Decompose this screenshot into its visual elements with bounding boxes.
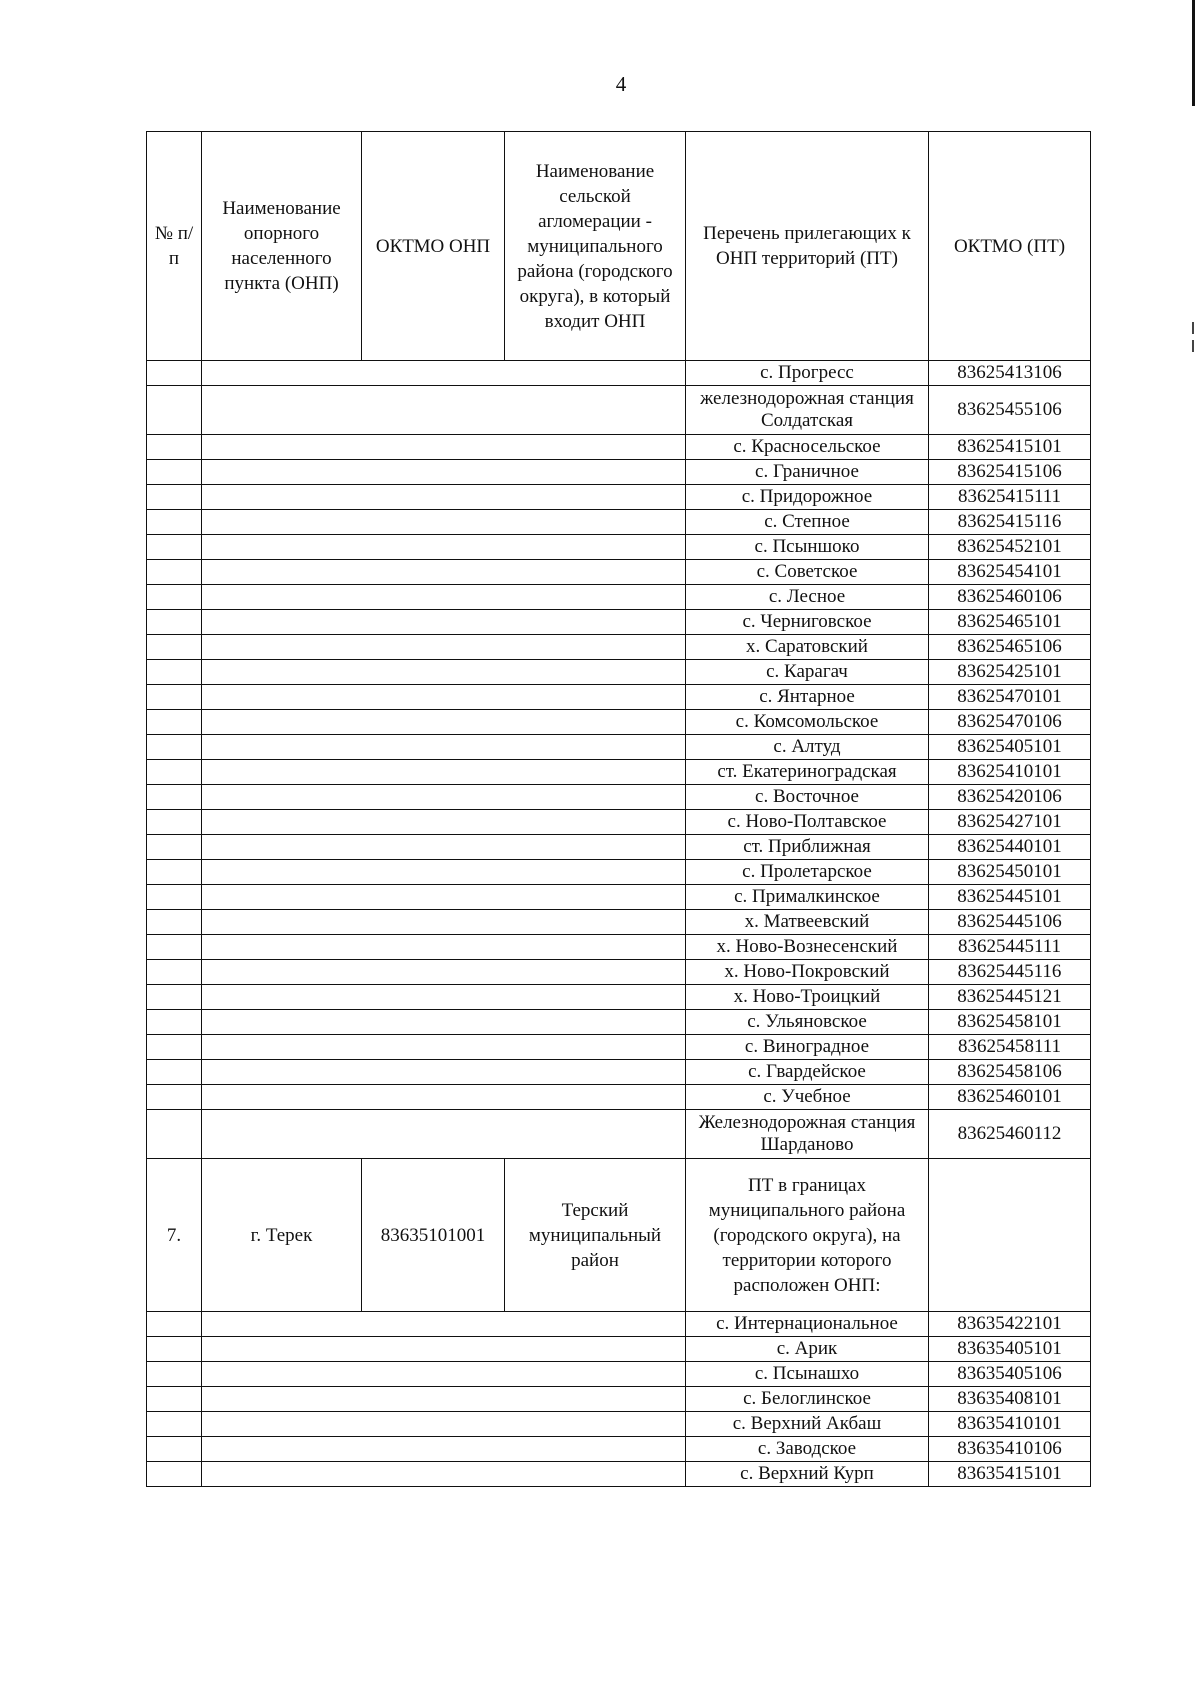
pt-name: с. Верхний Курп (686, 1462, 929, 1487)
pt-name: х. Саратовский (686, 635, 929, 660)
table-row (147, 1085, 1091, 1110)
onp-agglomeration: Терский муниципальный район (505, 1159, 686, 1312)
table-row (147, 1060, 1091, 1085)
table-row (147, 810, 1091, 835)
table-row (147, 685, 1091, 710)
pt-code: 83625458101 (929, 1010, 1091, 1035)
pt-code: 83625415106 (929, 460, 1091, 485)
pt-code: 83625458111 (929, 1035, 1091, 1060)
pt-code: 83625460106 (929, 585, 1091, 610)
pt-code: 83625452101 (929, 535, 1091, 560)
table-row (147, 460, 1091, 485)
pt-name: с. Восточное (686, 785, 929, 810)
pt-name: с. Лесное (686, 585, 929, 610)
table-row (147, 386, 1091, 435)
pt-code: 83635410101 (929, 1412, 1091, 1437)
pt-name: с. Придорожное (686, 485, 929, 510)
header-onp-oktmo: ОКТМО ОНП (362, 132, 505, 361)
pt-code: 83635415101 (929, 1462, 1091, 1487)
pt-name: с. Ново-Полтавское (686, 810, 929, 835)
pt-name: с. Заводское (686, 1437, 929, 1462)
pt-code: 83625410101 (929, 760, 1091, 785)
table-row (147, 910, 1091, 935)
pt-name: с. Гвардейское (686, 1060, 929, 1085)
pt-name: с. Прималкинское (686, 885, 929, 910)
pt-code: 83635405101 (929, 1337, 1091, 1362)
page-number: 4 (615, 72, 627, 96)
pt-name: с. Советское (686, 560, 929, 585)
pt-name: Железнодорожная станция Шарданово (686, 1110, 929, 1159)
onp-num: 7. (147, 1159, 202, 1312)
pt-section-code (929, 1159, 1091, 1312)
pt-name: с. Степное (686, 510, 929, 535)
scan-dot-mark (1192, 340, 1194, 352)
pt-name: с. Карагач (686, 660, 929, 685)
pt-name: х. Ново-Вознесенский (686, 935, 929, 960)
pt-name: железнодорожная станция Солдатская (686, 386, 929, 435)
pt-code: 83625450101 (929, 860, 1091, 885)
table-row (147, 985, 1091, 1010)
header-pt-list: Перечень прилегающих к ОНП территорий (ПТ) (686, 132, 929, 361)
territories-table (146, 131, 1091, 1487)
table-row (147, 560, 1091, 585)
table-row (147, 510, 1091, 535)
pt-name: с. Белоглинское (686, 1387, 929, 1412)
table-row (147, 1337, 1091, 1362)
table-row (147, 485, 1091, 510)
table-row (147, 1110, 1091, 1159)
pt-name: с. Алтуд (686, 735, 929, 760)
pt-code: 83625470101 (929, 685, 1091, 710)
onp-name: г. Терек (202, 1159, 362, 1312)
pt-name: с. Пролетарское (686, 860, 929, 885)
pt-code: 83635410106 (929, 1437, 1091, 1462)
table-row (147, 435, 1091, 460)
pt-code: 83635408101 (929, 1387, 1091, 1412)
pt-name: с. Псыншоко (686, 535, 929, 560)
table-row (147, 960, 1091, 985)
pt-name: с. Граничное (686, 460, 929, 485)
table-row (147, 710, 1091, 735)
header-pt-oktmo: ОКТМО (ПТ) (929, 132, 1091, 361)
pt-code: 83625405101 (929, 735, 1091, 760)
header-onp-name: Наименование опорного населенного пункта (ОНП) (202, 132, 362, 361)
pt-code: 83635422101 (929, 1312, 1091, 1337)
pt-name: ст. Екатериноградская (686, 760, 929, 785)
pt-name: с. Верхний Акбаш (686, 1412, 929, 1437)
pt-code: 83625445101 (929, 885, 1091, 910)
onp-oktmo: 83635101001 (362, 1159, 505, 1312)
pt-code: 83625413106 (929, 361, 1091, 386)
pt-code: 83625460112 (929, 1110, 1091, 1159)
pt-code: 83625460101 (929, 1085, 1091, 1110)
pt-name: с. Комсомольское (686, 710, 929, 735)
pt-code: 83625465106 (929, 635, 1091, 660)
pt-name: с. Прогресс (686, 361, 929, 386)
scan-dot-mark (1192, 322, 1194, 334)
pt-code: 83625440101 (929, 835, 1091, 860)
pt-section-header: ПТ в границах муниципального района (городского округа), на территории которого расположен ОНП: (686, 1159, 929, 1312)
pt-code: 83625415101 (929, 435, 1091, 460)
table-row (147, 660, 1091, 685)
table-row (147, 1412, 1091, 1437)
pt-code: 83625445116 (929, 960, 1091, 985)
pt-code: 83625445111 (929, 935, 1091, 960)
pt-code: 83625415116 (929, 510, 1091, 535)
header-num: № п/п (147, 132, 202, 361)
pt-code: 83625454101 (929, 560, 1091, 585)
table-row (147, 785, 1091, 810)
pt-code: 83635405106 (929, 1362, 1091, 1387)
scan-edge-mark (1192, 0, 1195, 106)
pt-code: 83625465101 (929, 610, 1091, 635)
pt-name: с. Янтарное (686, 685, 929, 710)
pt-name: х. Ново-Троицкий (686, 985, 929, 1010)
table-row (147, 885, 1091, 910)
pt-name: х. Ново-Покровский (686, 960, 929, 985)
pt-code: 83625445121 (929, 985, 1091, 1010)
table-row (147, 635, 1091, 660)
table-row (147, 1010, 1091, 1035)
table-row (147, 361, 1091, 386)
pt-code: 83625425101 (929, 660, 1091, 685)
header-agglomeration: Наименование сельской агломерации - муниципального района (городского округа), в который входит ОНП (505, 132, 686, 361)
pt-code: 83625420106 (929, 785, 1091, 810)
pt-name: с. Красносельское (686, 435, 929, 460)
table-row (147, 1437, 1091, 1462)
table-row (147, 1462, 1091, 1487)
pt-code: 83625455106 (929, 386, 1091, 435)
table-row (147, 535, 1091, 560)
pt-name: с. Арик (686, 1337, 929, 1362)
table-row (147, 935, 1091, 960)
pt-code: 83625445106 (929, 910, 1091, 935)
pt-name: с. Учебное (686, 1085, 929, 1110)
table-row (147, 610, 1091, 635)
pt-name: с. Черниговское (686, 610, 929, 635)
pt-name: х. Матвеевский (686, 910, 929, 935)
pt-name: с. Интернациональное (686, 1312, 929, 1337)
table-row (147, 1312, 1091, 1337)
pt-code: 83625415111 (929, 485, 1091, 510)
table-row (147, 860, 1091, 885)
pt-name: с. Ульяновское (686, 1010, 929, 1035)
table-row (147, 735, 1091, 760)
pt-code: 83625458106 (929, 1060, 1091, 1085)
table-row (147, 760, 1091, 785)
pt-code: 83625427101 (929, 810, 1091, 835)
pt-name: с. Псынашхо (686, 1362, 929, 1387)
onp-row (147, 1159, 1091, 1312)
pt-name: с. Виноградное (686, 1035, 929, 1060)
table-header-row (147, 132, 1091, 361)
pt-name: ст. Приближная (686, 835, 929, 860)
table-row (147, 1387, 1091, 1412)
table-row (147, 1362, 1091, 1387)
table-row (147, 585, 1091, 610)
table-row (147, 835, 1091, 860)
table-row (147, 1035, 1091, 1060)
pt-code: 83625470106 (929, 710, 1091, 735)
